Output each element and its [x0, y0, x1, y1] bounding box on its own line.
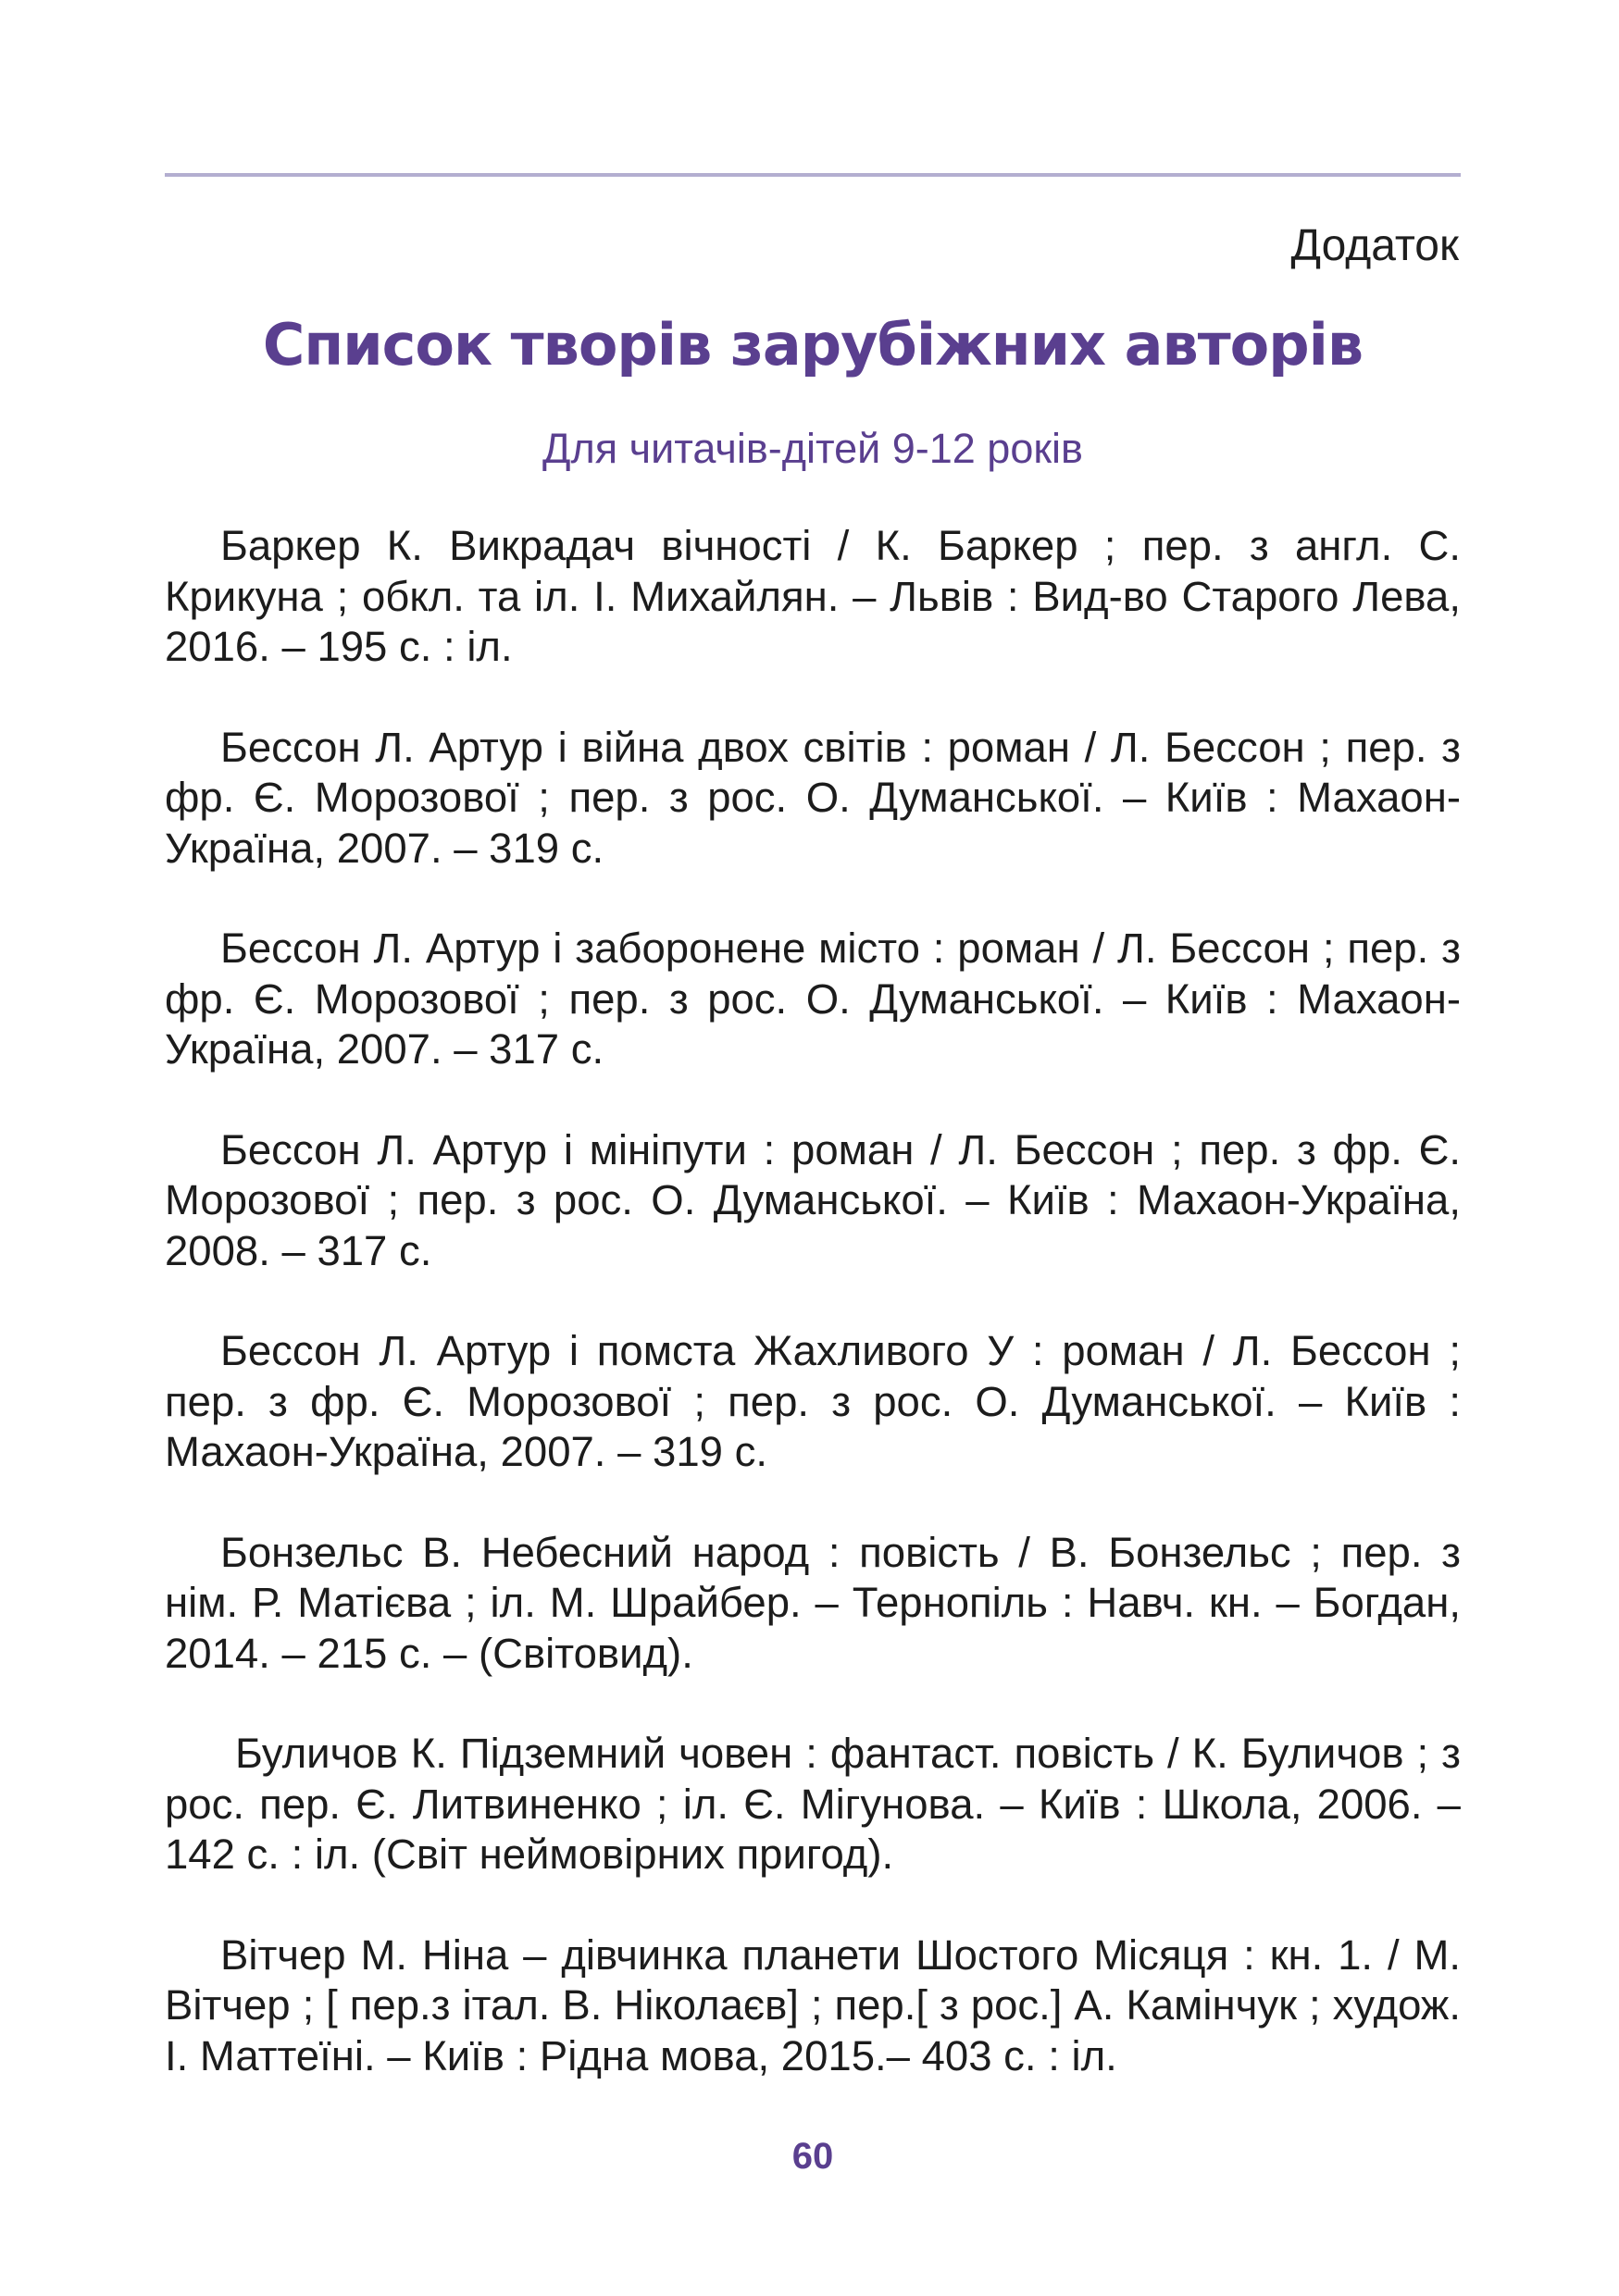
bibliography-list [165, 521, 1461, 2131]
page-number: 60 [791, 2136, 834, 2177]
page-title: Список творів зарубіжних авторів [262, 311, 1364, 379]
bibliography-entry: Бессон Л. Артур і війна двох світів : роман / Л. Бессон ; пер. з фр. Є. Морозової ; пер. з рос. О. Думанської. – Київ : Махаон-Україна, 2007. – 319 с. [165, 723, 1461, 872]
appendix-label: Додаток [1290, 221, 1459, 270]
bibliography-entry: Вітчер М. Ніна – дівчинка планети Шостого Місяця : кн. 1. / М. Вітчер ; [ пер.з італ. В. Ніколаєв] ; пер.[ з рос.] А. Камінчук ; худож. І. Маттеїні. – Київ : Рідна мова, 2015.– 403 с. : іл. [165, 1930, 1461, 2079]
bibliography-entry: Бессон Л. Артур і заборонене місто : роман / Л. Бессон ; пер. з фр. Є. Морозової ; пер. з рос. О. Думанської. – Київ : Махаон-Україна, 2007. – 317 с. [165, 925, 1461, 1073]
bibliography-entry: Бонзельс В. Небесний народ : повість / В. Бонзельс ; пер. з нім. Р. Матієва ; іл. М. Шрайбер. – Тернопіль : Навч. кн. – Богдан, 2014. – 215 с. – (Світовид). [165, 1528, 1461, 1677]
page-subtitle: Для читачів-дітей 9-12 років [542, 425, 1083, 472]
header-divider [165, 173, 1461, 177]
bibliography-entry: Бессон Л. Артур і помста Жахливого У : роман / Л. Бессон ; пер. з фр. Є. Морозової ; пер. з рос. О. Думанської. – Київ : Махаон-Україна, 2007. – 319 с. [165, 1327, 1461, 1475]
bibliography-entry: Баркер К. Викрадач вічності / К. Баркер ; пер. з англ. С. Крикуна ; обкл. та іл. І. Михайлян. – Львів : Вид-во Старого Лева, 2016. – 195 с. : іл. [165, 522, 1461, 670]
bibliography-entry: Буличов К. Підземний човен : фантаст. повість / К. Буличов ; з рос. пер. Є. Литвиненко ; іл. Є. Мігунова. – Київ : Школа, 2006. – 142 с. : іл. (Світ неймовірних пригод). [165, 1730, 1461, 1878]
bibliography-entry: Бессон Л. Артур і мініпути : роман / Л. Бессон ; пер. з фр. Є. Морозової ; пер. з рос. О. Думанської. – Київ : Махаон-Україна, 2008. – 317 с. [165, 1125, 1461, 1274]
